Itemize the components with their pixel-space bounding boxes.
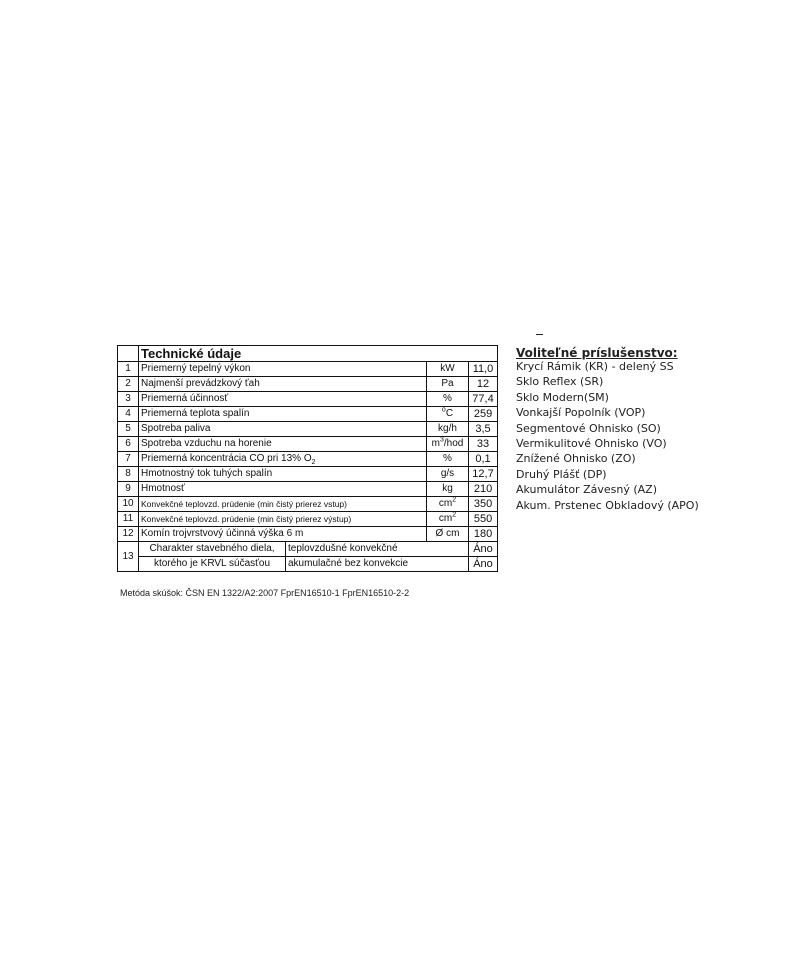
table-row <box>118 482 498 497</box>
accessories-title: Voliteľné príslušenstvo: <box>516 346 678 360</box>
row-number: 12 <box>118 527 139 542</box>
row13-label-line1: Charakter stavebného diela, <box>139 542 286 556</box>
row-number: 9 <box>118 482 139 497</box>
row-number: 5 <box>118 422 139 437</box>
row-unit: kg/h <box>427 422 469 437</box>
list-item: Znížené Ohnisko (ZO) <box>516 452 636 466</box>
row-value: 33 <box>469 437 498 452</box>
row-number: 1 <box>118 362 139 377</box>
table-row <box>118 512 498 527</box>
row13-line2 <box>139 557 468 571</box>
degree-superscript: o <box>441 406 446 414</box>
row13-value1: Áno <box>469 542 498 557</box>
row-parameter <box>139 452 427 467</box>
list-item: Sklo Modern(SM) <box>516 390 609 404</box>
row13-label-line2: ktorého je KRVL súčasťou <box>139 557 286 571</box>
row-value: 180 <box>469 527 498 542</box>
row-unit: Ø cm <box>427 527 469 542</box>
row-value: 350 <box>469 497 498 512</box>
row13-value2: Áno <box>469 557 498 572</box>
list-item: Segmentové Ohnisko (SO) <box>516 421 661 435</box>
row-parameter: Priemerná teplota spalín <box>139 407 427 422</box>
row-number: 13 <box>118 542 139 572</box>
row-number: 11 <box>118 512 139 527</box>
unit-prefix: m <box>431 438 440 449</box>
row-unit: kW <box>427 362 469 377</box>
row13-parameter-cell <box>139 542 469 557</box>
list-item: Akumulátor Závesný (AZ) <box>516 483 657 497</box>
row-parameter: Najmenší prevádzkový ťah <box>139 377 427 392</box>
row-number: 2 <box>118 377 139 392</box>
row-value: 77,4 <box>469 392 498 407</box>
unit-text: C <box>445 408 454 419</box>
row-unit: kg <box>427 482 469 497</box>
list-item: Druhý Plášť (DP) <box>516 467 607 481</box>
table-row <box>118 467 498 482</box>
row-number: 7 <box>118 452 139 467</box>
table-row <box>118 437 498 452</box>
row13-line1 <box>139 542 468 556</box>
table-row <box>118 407 498 422</box>
row-number: 8 <box>118 467 139 482</box>
test-method-note: Metóda skúšok: ČSN EN 1322/A2:2007 FprEN16510-1 FprEN16510-2-2 <box>120 588 410 598</box>
technical-data-table <box>117 345 498 572</box>
row-value: 12,7 <box>469 467 498 482</box>
table-row-structure-type <box>118 542 498 557</box>
unit-superscript: 2 <box>452 511 457 519</box>
row-parameter: Priemerný tepelný výkon <box>139 362 427 377</box>
row-number: 3 <box>118 392 139 407</box>
row-value: 550 <box>469 512 498 527</box>
table-row-structure-type-2 <box>118 557 498 572</box>
accessories-list <box>516 359 699 513</box>
row-unit <box>427 437 469 452</box>
row-value: 210 <box>469 482 498 497</box>
row-unit: Pa <box>427 377 469 392</box>
row-value: 11,0 <box>469 362 498 377</box>
row-unit <box>427 497 469 512</box>
row-unit: % <box>427 452 469 467</box>
row-unit <box>427 512 469 527</box>
row-value: 0,1 <box>469 452 498 467</box>
list-item: Akum. Prstenec Obkladový (APO) <box>516 498 699 512</box>
row-parameter: Spotreba vzduchu na horenie <box>139 437 427 452</box>
row-parameter: Konvekčné teplovzd. prúdenie (min čistý prierez výstup) <box>139 512 427 527</box>
row-unit: % <box>427 392 469 407</box>
row-number: 6 <box>118 437 139 452</box>
list-item: Vonkajší Popolník (VOP) <box>516 406 646 420</box>
list-item: Sklo Reflex (SR) <box>516 375 604 389</box>
row-value: 12 <box>469 377 498 392</box>
list-item: Krycí Rámik (KR) - delený SS <box>516 360 674 373</box>
table-row <box>118 362 498 377</box>
row-value: 3,5 <box>469 422 498 437</box>
table-row <box>118 392 498 407</box>
accessories-section <box>516 339 699 513</box>
unit-text: cm <box>438 513 453 524</box>
parameter-text: Priemerná koncentrácia CO pri 13% O <box>141 453 312 464</box>
unit-text: cm <box>438 498 453 509</box>
table-row <box>118 527 498 542</box>
row-value: 259 <box>469 407 498 422</box>
row-parameter: Hmotnostný tok tuhých spalín <box>139 467 427 482</box>
row-parameter: Konvekčné teplovzd. prúdenie (min čistý prierez vstup) <box>139 497 427 512</box>
row-unit <box>427 407 469 422</box>
table-title: Technické údaje <box>139 346 498 362</box>
title-num-cell <box>118 346 139 362</box>
table-row <box>118 422 498 437</box>
table-title-row <box>118 346 498 362</box>
table-row <box>118 377 498 392</box>
row-parameter: Komín trojvrstvový účinná výška 6 m <box>139 527 427 542</box>
accessories-dash <box>536 334 543 335</box>
unit-superscript: 2 <box>452 496 457 504</box>
row13-parameter-cell-2 <box>139 557 469 572</box>
row-parameter: Spotreba paliva <box>139 422 427 437</box>
row-unit: g/s <box>427 467 469 482</box>
row13-option1: teplovzdušné konvekčné <box>288 543 398 554</box>
row13-option2: akumulačné bez konvekcie <box>288 558 409 569</box>
parameter-subscript: 2 <box>311 459 316 466</box>
row-parameter: Hmotnosť <box>139 482 427 497</box>
row-parameter: Priemerná účinnosť <box>139 392 427 407</box>
list-item: Vermikulitové Ohnisko (VO) <box>516 436 667 450</box>
table-row <box>118 452 498 467</box>
row-number: 4 <box>118 407 139 422</box>
unit-superscript: 3 <box>439 436 444 444</box>
unit-text: /hod <box>443 438 464 449</box>
row-number: 10 <box>118 497 139 512</box>
table-row <box>118 497 498 512</box>
